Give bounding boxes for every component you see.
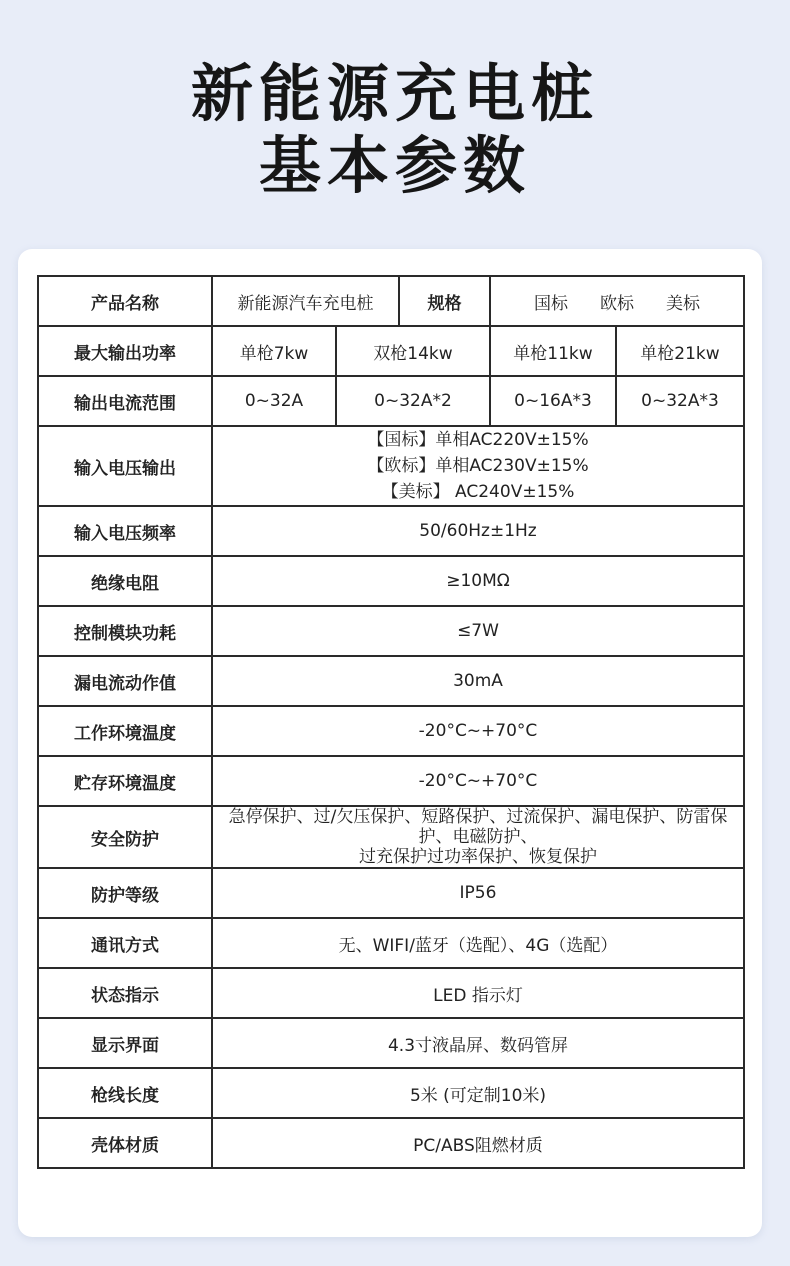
- standard-eu: 欧标: [600, 293, 634, 314]
- cell-value: -20°C~+70°C: [212, 756, 744, 806]
- row-label: 漏电流动作值: [38, 656, 212, 706]
- voltage-line: 【国标】单相AC220V±15%: [367, 430, 589, 450]
- row-label: 输出电流范围: [38, 376, 212, 426]
- row-label: 状态指示: [38, 968, 212, 1018]
- table-row: [38, 606, 744, 656]
- table-row: [38, 276, 744, 326]
- row-label: 最大输出功率: [38, 326, 212, 376]
- row-label: 通讯方式: [38, 918, 212, 968]
- cell-value: PC/ABS阻燃材质: [212, 1118, 744, 1168]
- cell-value: LED 指示灯: [212, 968, 744, 1018]
- spec-label: 规格: [399, 276, 490, 326]
- table-row: [38, 918, 744, 968]
- voltage-list: [212, 426, 744, 506]
- table-row: [38, 806, 744, 868]
- title-line-2: 基本参数: [258, 129, 531, 202]
- row-label: 绝缘电阻: [38, 556, 212, 606]
- cell-value: 单枪7kw: [212, 326, 336, 376]
- row-label: 显示界面: [38, 1018, 212, 1068]
- cell-value: 0~32A*3: [616, 376, 744, 426]
- table-row: [38, 706, 744, 756]
- cell-value: -20°C~+70°C: [212, 706, 744, 756]
- row-label: 输入电压频率: [38, 506, 212, 556]
- row-label: 枪线长度: [38, 1068, 212, 1118]
- cell-value: 50/60Hz±1Hz: [212, 506, 744, 556]
- row-label: 贮存环境温度: [38, 756, 212, 806]
- protection-line: 急停保护、过/欠压保护、短路保护、过流保护、漏电保护、防雷保护、电磁防护、: [228, 807, 728, 847]
- cell-value: 30mA: [212, 656, 744, 706]
- voltage-line: 【美标】 AC240V±15%: [381, 482, 575, 502]
- table-row: [38, 968, 744, 1018]
- cell-value: IP56: [212, 868, 744, 918]
- table-row: [38, 868, 744, 918]
- cell-value: 无、WIFI/蓝牙（选配）、4G（选配）: [212, 918, 744, 968]
- row-label: 安全防护: [38, 806, 212, 868]
- row-label: 输入电压输出: [38, 426, 212, 506]
- standard-gb: 国标: [534, 293, 568, 314]
- protection-line: 过充保护过功率保护、恢复保护: [359, 847, 597, 867]
- cell-value: 单枪11kw: [490, 326, 616, 376]
- cell-value: 0~16A*3: [490, 376, 616, 426]
- cell-value: 0~32A: [212, 376, 336, 426]
- table-row: [38, 1068, 744, 1118]
- row-label: 产品名称: [38, 276, 212, 326]
- row-label: 壳体材质: [38, 1118, 212, 1168]
- table-row: [38, 506, 744, 556]
- row-label: 控制模块功耗: [38, 606, 212, 656]
- table-row: [38, 656, 744, 706]
- table-row: [38, 1018, 744, 1068]
- cell-value: 5米 (可定制10米): [212, 1068, 744, 1118]
- cell-value: 双枪14kw: [336, 326, 490, 376]
- spec-table: [37, 275, 745, 1169]
- cell-value: 4.3寸液晶屏、数码管屏: [212, 1018, 744, 1068]
- table-row: [38, 376, 744, 426]
- cell-value: ≤7W: [212, 606, 744, 656]
- cell-value: 0~32A*2: [336, 376, 490, 426]
- voltage-line: 【欧标】单相AC230V±15%: [367, 456, 589, 476]
- standards-cell: [490, 276, 744, 326]
- table-row: [38, 426, 744, 506]
- cell-value: ≥10MΩ: [212, 556, 744, 606]
- standard-us: 美标: [666, 293, 700, 314]
- table-row: [38, 756, 744, 806]
- table-row: [38, 326, 744, 376]
- title-line-1: 新能源充电桩: [190, 57, 599, 130]
- page-title: [0, 58, 790, 202]
- product-name: 新能源汽车充电桩: [212, 276, 399, 326]
- row-label: 工作环境温度: [38, 706, 212, 756]
- table-row: [38, 1118, 744, 1168]
- cell-value: 单枪21kw: [616, 326, 744, 376]
- row-label: 防护等级: [38, 868, 212, 918]
- protection-list: [212, 806, 744, 868]
- table-row: [38, 556, 744, 606]
